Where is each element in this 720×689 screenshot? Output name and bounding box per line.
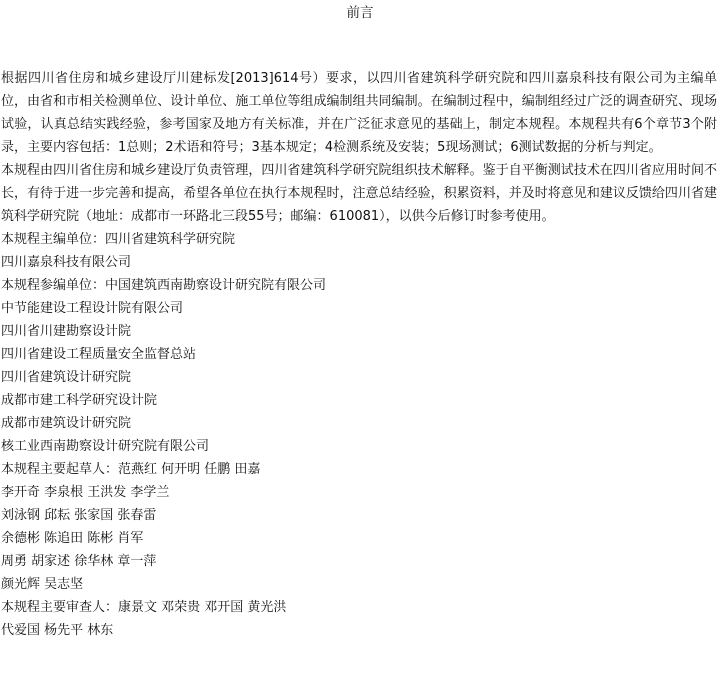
drafter-line: 颜光辉 吴志坚 (1, 577, 84, 592)
participating-unit-line: 四川省建筑设计研究院 (1, 370, 132, 385)
document-title: 前言 (346, 5, 374, 21)
drafter-line: 余德彬 陈追田 陈彬 肖军 (1, 531, 144, 546)
paragraph-intro: 根据四川省住房和城乡建设厅川建标发[2013]614号）要求，以四川省建筑科学研究院和四川嘉泉科技有限公司为主编单位，由省和市相关检测单位、设计单位、施工单位等组成编制组共同编制。在编制过程中，编制组经过广泛的调查研究、现场试验，认真总结实践经验，参考国家及地方有关标准，并在广泛征求意见的基础上，制定本规程。本规程共有6个章节3个附录，主要内容包括：1总则；2术语和符号；3基本规定；4检测系统及安装；5现场测试；6测试数据的分析与判定。 (1, 71, 717, 155)
paragraph-management: 本规程由四川省住房和城乡建设厅负责管理，四川省建筑科学研究院组织技术解释。鉴于自平衡测试技术在四川省应用时间不长，有待于进一步完善和提高，希望各单位在执行本规程时，注意总结经验，积累资料，并及时将意见和建议反馈给四川省建筑科学研究院（地址：成都市一环路北三段55号；邮编：610081），以供今后修订时参考使用。 (1, 163, 717, 224)
drafter-line: 周勇 胡家述 徐华林 章一萍 (1, 554, 157, 569)
drafter-line: 刘泳钢 邱耘 张家国 张春雷 (1, 508, 157, 523)
participating-unit-line: 四川省川建勘察设计院 (1, 324, 132, 339)
reviewer-line: 本规程主要审查人：康景文 邓荣贵 邓开国 黄光洪 (1, 600, 287, 615)
participating-unit-line: 成都市建筑设计研究院 (1, 416, 132, 431)
chief-editor-line: 四川嘉泉科技有限公司 (1, 255, 132, 270)
participating-unit-line: 核工业西南勘察设计研究院有限公司 (1, 439, 210, 454)
drafter-line: 本规程主要起草人：范燕红 何开明 任鹏 田嘉 (1, 462, 261, 477)
participating-unit-line: 本规程参编单位：中国建筑西南勘察设计研究院有限公司 (1, 278, 327, 293)
document-body (1, 67, 717, 642)
reviewer-line: 代爱国 杨先平 林东 (1, 623, 114, 638)
participating-unit-line: 中节能建设工程设计院有限公司 (1, 301, 184, 316)
participating-unit-line: 成都市建工科学研究设计院 (1, 393, 158, 408)
participating-unit-line: 四川省建设工程质量安全监督总站 (1, 347, 197, 362)
chief-editor-line: 本规程主编单位：四川省建筑科学研究院 (1, 232, 236, 247)
drafter-line: 李开奇 李泉根 王洪发 李学兰 (1, 485, 170, 500)
